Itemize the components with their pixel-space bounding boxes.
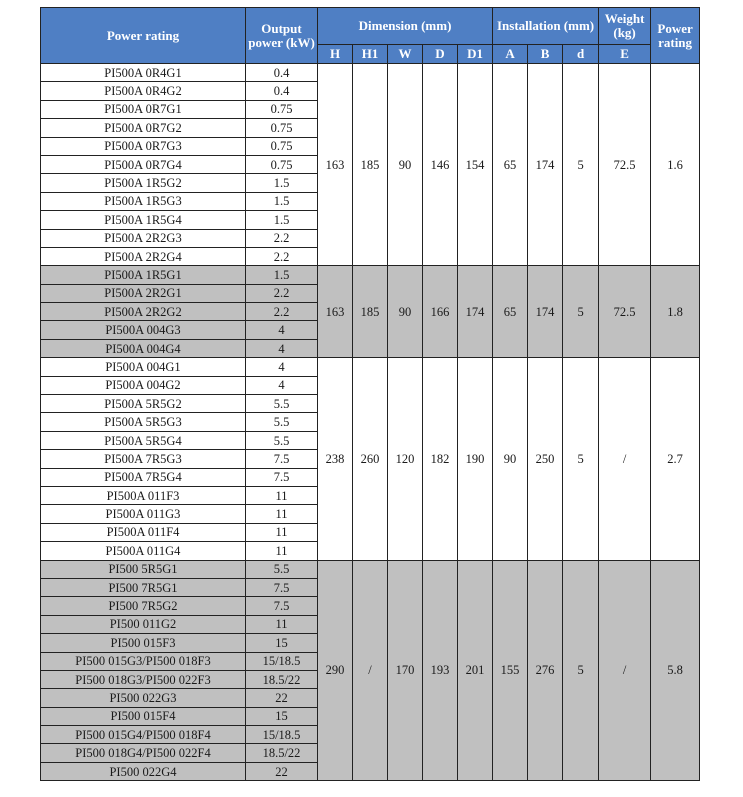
output-power-cell: 7.5 [246, 468, 318, 486]
group-d-cell: 166 [423, 266, 458, 358]
model-cell: PI500A 0R7G3 [41, 137, 246, 155]
output-power-cell: 1.5 [246, 266, 318, 284]
model-cell: PI500A 7R5G3 [41, 450, 246, 468]
model-cell: PI500A 2R2G3 [41, 229, 246, 247]
header-h: H [318, 45, 353, 64]
output-power-cell: 22 [246, 689, 318, 707]
output-power-cell: 0.75 [246, 155, 318, 173]
output-power-cell: 0.75 [246, 119, 318, 137]
header-e: E [599, 45, 651, 64]
group-d-cell: 182 [423, 358, 458, 560]
group-d-cell: 193 [423, 560, 458, 781]
output-power-cell: 5.5 [246, 431, 318, 449]
header-d-small: d [563, 45, 599, 64]
group-h1-cell: 185 [353, 64, 388, 266]
header-output-power: Output power (kW) [246, 8, 318, 64]
table-row [41, 64, 700, 82]
group-b-cell: 276 [528, 560, 563, 781]
output-power-cell: 22 [246, 762, 318, 780]
dimension-spec-table [40, 7, 700, 781]
group-b-cell: 174 [528, 64, 563, 266]
group-w-cell: 90 [388, 266, 423, 358]
group-e-cell: / [599, 358, 651, 560]
model-cell: PI500 018G3/PI500 022F3 [41, 670, 246, 688]
output-power-cell: 11 [246, 542, 318, 560]
model-cell: PI500A 1R5G4 [41, 211, 246, 229]
output-power-cell: 11 [246, 505, 318, 523]
group-a-cell: 155 [493, 560, 528, 781]
group-h1-cell: 185 [353, 266, 388, 358]
model-cell: PI500A 1R5G2 [41, 174, 246, 192]
header-a: A [493, 45, 528, 64]
model-cell: PI500 018G4/PI500 022F4 [41, 744, 246, 762]
group-a-cell: 65 [493, 266, 528, 358]
group-d1-cell: 174 [458, 266, 493, 358]
output-power-cell: 5.5 [246, 395, 318, 413]
group-d1-cell: 154 [458, 64, 493, 266]
model-cell: PI500 7R5G2 [41, 597, 246, 615]
header-weight: Weight (kg) [599, 8, 651, 45]
group-power-rating-cell: 1.8 [651, 266, 700, 358]
group-a-cell: 90 [493, 358, 528, 560]
model-cell: PI500A 004G4 [41, 339, 246, 357]
model-cell: PI500A 2R2G2 [41, 303, 246, 321]
output-power-cell: 7.5 [246, 450, 318, 468]
model-cell: PI500A 004G1 [41, 358, 246, 376]
output-power-cell: 2.2 [246, 284, 318, 302]
group-w-cell: 90 [388, 64, 423, 266]
header-dimension: Dimension (mm) [318, 8, 493, 45]
header-d: D [423, 45, 458, 64]
output-power-cell: 0.4 [246, 82, 318, 100]
output-power-cell: 11 [246, 486, 318, 504]
group-h1-cell: 260 [353, 358, 388, 560]
output-power-cell: 15 [246, 634, 318, 652]
output-power-cell: 1.5 [246, 211, 318, 229]
model-cell: PI500A 2R2G4 [41, 247, 246, 265]
model-cell: PI500 015F3 [41, 634, 246, 652]
group-e-cell: / [599, 560, 651, 781]
model-cell: PI500A 2R2G1 [41, 284, 246, 302]
group-d1-cell: 190 [458, 358, 493, 560]
output-power-cell: 15 [246, 707, 318, 725]
output-power-cell: 4 [246, 321, 318, 339]
model-cell: PI500A 011G3 [41, 505, 246, 523]
output-power-cell: 1.5 [246, 192, 318, 210]
model-cell: PI500 022G4 [41, 762, 246, 780]
group-h-cell: 290 [318, 560, 353, 781]
header-installation: Installation (mm) [493, 8, 599, 45]
output-power-cell: 4 [246, 376, 318, 394]
group-w-cell: 170 [388, 560, 423, 781]
header-b: B [528, 45, 563, 64]
model-cell: PI500 5R5G1 [41, 560, 246, 578]
table-row [41, 560, 700, 578]
output-power-cell: 1.5 [246, 174, 318, 192]
model-cell: PI500A 5R5G2 [41, 395, 246, 413]
output-power-cell: 11 [246, 523, 318, 541]
model-cell: PI500 022G3 [41, 689, 246, 707]
table-body [41, 64, 700, 781]
model-cell: PI500A 0R4G2 [41, 82, 246, 100]
output-power-cell: 18.5/22 [246, 744, 318, 762]
model-cell: PI500 7R5G1 [41, 578, 246, 596]
model-cell: PI500A 0R7G1 [41, 100, 246, 118]
group-a-cell: 65 [493, 64, 528, 266]
group-d1-cell: 201 [458, 560, 493, 781]
group-e-cell: 72.5 [599, 64, 651, 266]
header-w: W [388, 45, 423, 64]
header-power-rating: Power rating [41, 8, 246, 64]
output-power-cell: 4 [246, 358, 318, 376]
output-power-cell: 5.5 [246, 413, 318, 431]
group-power-rating-cell: 1.6 [651, 64, 700, 266]
model-cell: PI500A 0R7G4 [41, 155, 246, 173]
model-cell: PI500A 7R5G4 [41, 468, 246, 486]
group-h-cell: 163 [318, 64, 353, 266]
output-power-cell: 5.5 [246, 560, 318, 578]
model-cell: PI500A 011F4 [41, 523, 246, 541]
group-d-small-cell: 5 [563, 358, 599, 560]
output-power-cell: 2.2 [246, 229, 318, 247]
group-e-cell: 72.5 [599, 266, 651, 358]
table-row [41, 358, 700, 376]
header-h1: H1 [353, 45, 388, 64]
model-cell: PI500A 0R7G2 [41, 119, 246, 137]
header-power-rating-2: Power rating [651, 8, 700, 64]
model-cell: PI500A 1R5G1 [41, 266, 246, 284]
group-d-small-cell: 5 [563, 64, 599, 266]
header-d1: D1 [458, 45, 493, 64]
output-power-cell: 7.5 [246, 597, 318, 615]
group-d-cell: 146 [423, 64, 458, 266]
group-b-cell: 250 [528, 358, 563, 560]
output-power-cell: 11 [246, 615, 318, 633]
group-power-rating-cell: 5.8 [651, 560, 700, 781]
output-power-cell: 15/18.5 [246, 726, 318, 744]
model-cell: PI500A 004G3 [41, 321, 246, 339]
model-cell: PI500 015F4 [41, 707, 246, 725]
model-cell: PI500A 5R5G4 [41, 431, 246, 449]
model-cell: PI500 015G3/PI500 018F3 [41, 652, 246, 670]
model-cell: PI500A 0R4G1 [41, 64, 246, 82]
model-cell: PI500A 1R5G3 [41, 192, 246, 210]
model-cell: PI500A 011F3 [41, 486, 246, 504]
output-power-cell: 15/18.5 [246, 652, 318, 670]
group-power-rating-cell: 2.7 [651, 358, 700, 560]
group-d-small-cell: 5 [563, 560, 599, 781]
output-power-cell: 2.2 [246, 247, 318, 265]
model-cell: PI500A 004G2 [41, 376, 246, 394]
group-w-cell: 120 [388, 358, 423, 560]
model-cell: PI500 015G4/PI500 018F4 [41, 726, 246, 744]
output-power-cell: 2.2 [246, 303, 318, 321]
output-power-cell: 18.5/22 [246, 670, 318, 688]
output-power-cell: 7.5 [246, 578, 318, 596]
model-cell: PI500A 5R5G3 [41, 413, 246, 431]
group-h-cell: 238 [318, 358, 353, 560]
output-power-cell: 0.4 [246, 64, 318, 82]
model-cell: PI500 011G2 [41, 615, 246, 633]
output-power-cell: 0.75 [246, 137, 318, 155]
group-h1-cell: / [353, 560, 388, 781]
group-h-cell: 163 [318, 266, 353, 358]
table-row [41, 266, 700, 284]
output-power-cell: 0.75 [246, 100, 318, 118]
output-power-cell: 4 [246, 339, 318, 357]
model-cell: PI500A 011G4 [41, 542, 246, 560]
group-d-small-cell: 5 [563, 266, 599, 358]
group-b-cell: 174 [528, 266, 563, 358]
